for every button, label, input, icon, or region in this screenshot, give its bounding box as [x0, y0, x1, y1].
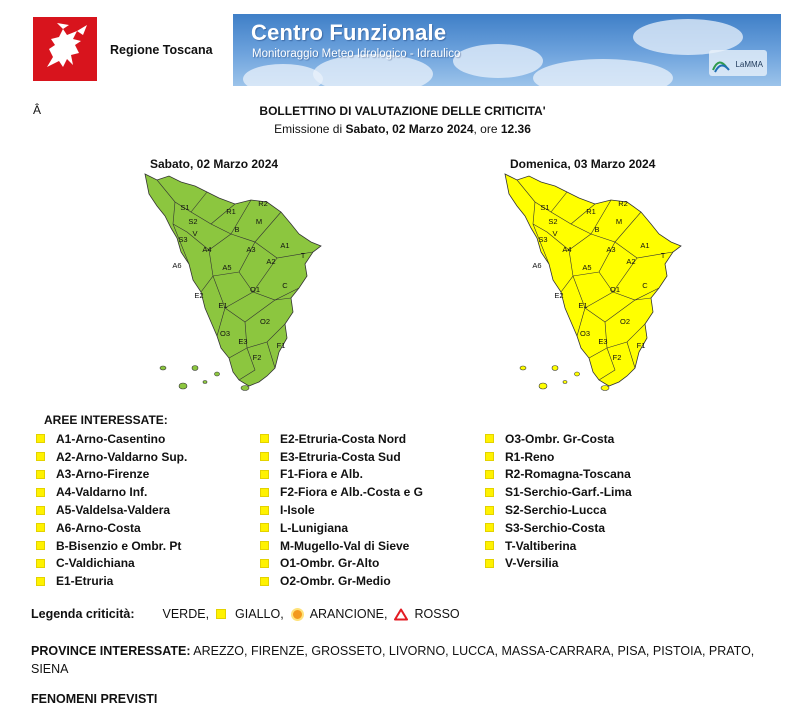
zone-label: E2 — [554, 291, 564, 300]
zone-label: C — [282, 281, 288, 290]
area-list-item — [36, 483, 187, 501]
area-label: A4-Valdarno Inf. — [56, 485, 148, 500]
pegasus-icon — [33, 17, 97, 81]
areas-title: AREE INTERESSATE: — [44, 413, 168, 427]
area-list-item — [260, 537, 423, 555]
area-marker-icon — [36, 470, 45, 479]
giallo-square-icon — [216, 609, 226, 619]
area-label: A3-Arno-Firenze — [56, 467, 150, 482]
area-list-item — [485, 448, 632, 466]
area-list-item — [260, 519, 423, 537]
area-list-item — [485, 555, 632, 573]
area-marker-icon — [36, 434, 45, 443]
area-label: A6-Arno-Costa — [56, 520, 141, 535]
zone-label: S3 — [178, 235, 188, 244]
area-marker-icon — [260, 559, 269, 568]
area-marker-icon — [485, 470, 494, 479]
zone-label: T — [300, 251, 306, 260]
area-label: A1-Arno-Casentino — [56, 431, 166, 446]
zone-label: S1 — [180, 203, 190, 212]
emission-line — [0, 122, 805, 136]
area-label: O2-Ombr. Gr-Medio — [280, 574, 391, 589]
areas-column-2 — [260, 430, 423, 590]
zone-label: F2 — [252, 353, 262, 362]
area-marker-icon — [485, 559, 494, 568]
zone-label: R2 — [258, 199, 268, 208]
emission-time: 12.36 — [500, 122, 531, 136]
zone-label: F1 — [276, 341, 286, 350]
area-label: O1-Ombr. Gr-Alto — [280, 556, 380, 571]
island-shape — [601, 386, 609, 391]
zone-label: M — [255, 217, 263, 226]
zone-label: A6 — [532, 261, 542, 270]
area-list-item — [260, 483, 423, 501]
area-list-item — [485, 483, 632, 501]
area-marker-icon — [260, 523, 269, 532]
area-marker-icon — [36, 541, 45, 550]
area-list-item — [260, 430, 423, 448]
map-date-day1: Sabato, 02 Marzo 2024 — [150, 157, 279, 171]
zone-label: F2 — [612, 353, 622, 362]
area-label: A2-Arno-Valdarno Sup. — [56, 449, 188, 464]
area-marker-icon — [485, 523, 494, 532]
zone-label: A1 — [640, 241, 650, 250]
bulletin-title: BOLLETTINO DI VALUTAZIONE DELLE CRITICITA' — [259, 104, 546, 118]
legend-giallo: GIALLO, — [235, 607, 284, 621]
zone-label: A4 — [562, 245, 572, 254]
zone-label: M — [615, 217, 623, 226]
island-shape — [215, 372, 220, 376]
zone-label: V — [552, 229, 558, 238]
lamma-logo-text: LaMMA — [735, 60, 763, 69]
area-list-item — [36, 448, 187, 466]
area-list-item — [260, 555, 423, 573]
area-marker-icon — [485, 434, 494, 443]
area-label: F1-Fiora e Alb. — [280, 467, 363, 482]
area-marker-icon — [260, 452, 269, 461]
area-marker-icon — [260, 541, 269, 550]
zone-label: O1 — [249, 285, 261, 294]
island-shape — [520, 366, 526, 370]
area-label: E1-Etruria — [56, 574, 114, 589]
areas-column-1 — [36, 430, 187, 590]
zone-label: O3 — [219, 329, 231, 338]
area-marker-icon — [36, 506, 45, 515]
zone-label: V — [192, 229, 198, 238]
zone-label: A6 — [172, 261, 182, 270]
zone-label: F1 — [636, 341, 646, 350]
area-list-item — [485, 537, 632, 555]
area-marker-icon — [260, 577, 269, 586]
zone-label: E1 — [218, 301, 228, 310]
area-list-item — [260, 466, 423, 484]
area-label: C-Valdichiana — [56, 556, 135, 571]
zone-label: E1 — [578, 301, 588, 310]
zone-label: A3 — [606, 245, 616, 254]
zone-label: S1 — [540, 203, 550, 212]
area-list-item — [36, 430, 187, 448]
provinces-affected — [31, 642, 761, 678]
region-name: Regione Toscana — [110, 43, 213, 57]
island-shape — [563, 381, 567, 384]
island-shape — [552, 366, 558, 371]
legend-rosso: ROSSO — [414, 607, 460, 621]
area-label: L-Lunigiana — [280, 520, 348, 535]
legend-verde: VERDE, — [162, 607, 210, 621]
area-marker-icon — [260, 470, 269, 479]
area-list-item — [485, 501, 632, 519]
area-marker-icon — [485, 488, 494, 497]
provinces-label: PROVINCE INTERESSATE: — [31, 644, 191, 658]
emission-mid: , ore — [473, 122, 501, 136]
areas-column-3 — [485, 430, 632, 572]
zone-label: E3 — [238, 337, 248, 346]
criticality-legend — [31, 607, 467, 621]
area-list-item — [260, 572, 423, 590]
zone-label: T — [660, 251, 666, 260]
zone-label: O1 — [609, 285, 621, 294]
island-shape — [160, 366, 166, 370]
area-list-item — [260, 501, 423, 519]
area-marker-icon — [260, 488, 269, 497]
zone-label: S2 — [548, 217, 558, 226]
area-label: O3-Ombr. Gr-Costa — [505, 431, 615, 446]
area-marker-icon — [36, 559, 45, 568]
zone-label: A5 — [582, 263, 592, 272]
provinces-list: AREZZO, FIRENZE, GROSSETO, LIVORNO, LUCCA, MASSA-CARRARA, PISA, PISTOIA, PRATO, SIENA — [31, 644, 755, 676]
island-shape — [575, 372, 580, 376]
area-marker-icon — [485, 506, 494, 515]
zone-label: C — [642, 281, 648, 290]
area-label: R2-Romagna-Toscana — [505, 467, 631, 482]
area-marker-icon — [36, 577, 45, 586]
zone-label: S2 — [188, 217, 198, 226]
zone-label: A1 — [280, 241, 290, 250]
zone-label: A2 — [626, 257, 636, 266]
tuscany-zone-map — [495, 172, 695, 392]
area-label: R1-Reno — [505, 449, 555, 464]
emission-prefix: Emissione di — [274, 122, 346, 136]
area-label: M-Mugello-Val di Sieve — [280, 538, 410, 553]
emission-date: Sabato, 02 Marzo 2024 — [345, 122, 474, 136]
rosso-triangle-icon — [394, 608, 408, 621]
area-label: E3-Etruria-Costa Sud — [280, 449, 401, 464]
area-list-item — [36, 555, 187, 573]
area-marker-icon — [485, 541, 494, 550]
area-label: V-Versilia — [505, 556, 559, 571]
area-marker-icon — [36, 452, 45, 461]
centro-funzionale-banner — [233, 14, 781, 86]
area-marker-icon — [260, 434, 269, 443]
arancione-circle-icon — [291, 608, 304, 621]
criticality-map-day1 — [135, 172, 335, 392]
area-label: E2-Etruria-Costa Nord — [280, 431, 407, 446]
zone-label: A4 — [202, 245, 212, 254]
area-marker-icon — [36, 523, 45, 532]
area-marker-icon — [485, 452, 494, 461]
area-list-item — [36, 466, 187, 484]
area-list-item — [36, 537, 187, 555]
island-shape — [203, 381, 207, 384]
area-list-item — [36, 572, 187, 590]
zone-label: O2 — [259, 317, 271, 326]
next-section-title: FENOMENI PREVISTI — [31, 692, 158, 706]
area-label: A5-Valdelsa-Valdera — [56, 503, 171, 518]
zone-label: E3 — [598, 337, 608, 346]
zone-label: R2 — [618, 199, 628, 208]
zone-label: O2 — [619, 317, 631, 326]
area-label: F2-Fiora e Alb.-Costa e G — [280, 485, 423, 500]
area-list-item — [485, 466, 632, 484]
zone-label: B — [594, 225, 600, 234]
banner-title: Centro Funzionale — [251, 20, 447, 45]
stray-character: Â — [33, 103, 42, 117]
area-label: S2-Serchio-Lucca — [505, 503, 607, 518]
banner-subtitle: Monitoraggio Meteo Idrologico - Idraulico — [252, 48, 461, 60]
zone-label: A3 — [246, 245, 256, 254]
area-marker-icon — [260, 506, 269, 515]
zone-label: O3 — [579, 329, 591, 338]
island-shape — [241, 386, 249, 391]
zone-label: R1 — [586, 207, 596, 216]
zone-label: S3 — [538, 235, 548, 244]
area-list-item — [36, 501, 187, 519]
area-label: T-Valtiberina — [505, 538, 577, 553]
island-shape — [539, 383, 547, 389]
area-list-item — [485, 519, 632, 537]
area-label: S3-Serchio-Costa — [505, 520, 606, 535]
zone-label: A5 — [222, 263, 232, 272]
area-label: I-Isole — [280, 503, 315, 518]
map-date-day2: Domenica, 03 Marzo 2024 — [510, 157, 656, 171]
zone-label: E2 — [194, 291, 204, 300]
area-list-item — [36, 519, 187, 537]
zone-label: A2 — [266, 257, 276, 266]
zone-label: R1 — [226, 207, 236, 216]
legend-label: Legenda criticità: — [31, 607, 135, 621]
area-label: B-Bisenzio e Ombr. Pt — [56, 538, 182, 553]
island-shape — [179, 383, 187, 389]
area-marker-icon — [36, 488, 45, 497]
criticality-map-day2 — [495, 172, 695, 392]
area-label: S1-Serchio-Garf.-Lima — [505, 485, 632, 500]
zone-label: B — [234, 225, 240, 234]
legend-arancione: ARANCIONE, — [309, 607, 388, 621]
island-shape — [192, 366, 198, 371]
area-list-item — [485, 430, 632, 448]
tuscany-zone-map — [135, 172, 335, 392]
regione-toscana-logo — [33, 17, 97, 81]
area-list-item — [260, 448, 423, 466]
